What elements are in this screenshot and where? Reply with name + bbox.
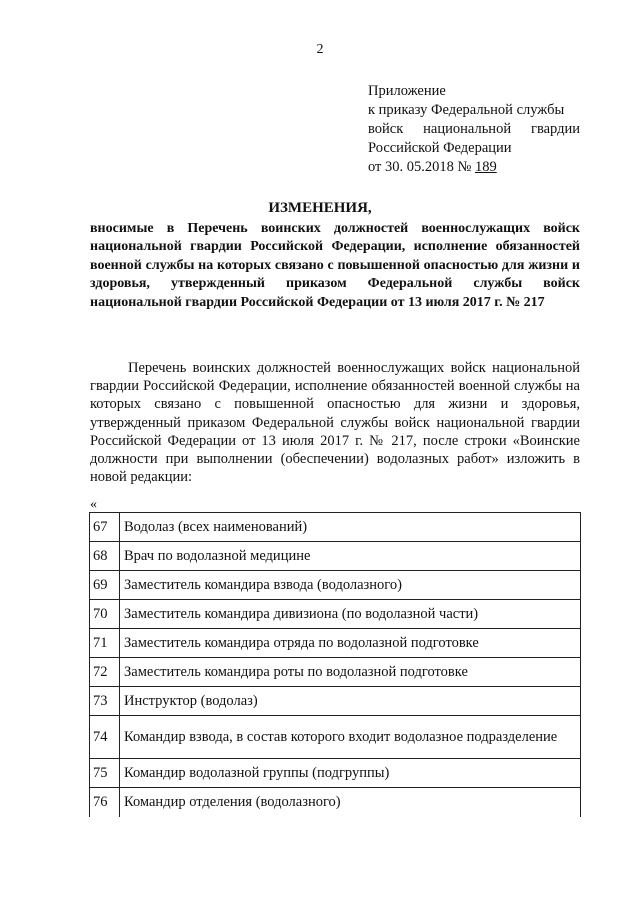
row-number: 75 [90,759,120,788]
positions-table [89,512,581,817]
body-paragraph: Перечень воинских должностей военнослужащих войск национальной гвардии Российской Федерации, исполнение обязанностей военной службы на которых связано с повышенной опасностью для жизни и здоровья, утвержденный приказом Федеральной службы войск национальной гвардии Российской Федерации от 13 июля 2017 г. № 217, после строки «Воинские должности при выполнении (обеспечении) водолазных работ» изложить в новой редакции: [90,360,580,486]
opening-quote: « [90,497,97,512]
position-title: Водолаз (всех наименований) [120,513,581,542]
table-row [90,542,581,571]
position-title: Инструктор (водолаз) [120,687,581,716]
appendix-title: Приложение [368,83,446,99]
position-title: Заместитель командира отряда по водолазной подготовке [120,629,581,658]
row-number: 69 [90,571,120,600]
position-title: Командир водолазной группы (подгруппы) [120,759,581,788]
appendix-block [368,82,580,177]
table-row [90,571,581,600]
row-number: 67 [90,513,120,542]
page-number: 2 [316,42,324,57]
order-date-text: от 30. 05.2018 № [368,159,472,175]
row-number: 74 [90,716,120,759]
table-row [90,600,581,629]
order-number: 189 [474,159,497,175]
position-title: Командир отделения (водолазного) [120,788,581,817]
position-title: Заместитель командира роты по водолазной подготовке [120,658,581,687]
row-number: 72 [90,658,120,687]
table-row [90,687,581,716]
position-title: Заместитель командира взвода (водолазного) [120,571,581,600]
document-heading: ИЗМЕНЕНИЯ, [268,200,372,216]
row-number: 68 [90,542,120,571]
position-title: Командир взвода, в состав которого входит водолазное подразделение [120,716,581,759]
appendix-org-line: войск национальной гвардии [368,121,580,137]
table-row [90,788,581,817]
position-title: Заместитель командира дивизиона (по водолазной части) [120,600,581,629]
document-subheading: вносимые в Перечень воинских должностей военнослужащих войск национальной гвардии Российской Федерации, исполнение обязанностей военной службы на которых связано с повышенной опасностью для жизни и здоровья, утвержденный приказом Федеральной службы войск национальной гвардии Российской Федерации от 13 июля 2017 г. № 217 [90,221,580,310]
table-row [90,629,581,658]
row-number: 71 [90,629,120,658]
table-row [90,513,581,542]
appendix-order-date [368,158,580,177]
table-row [90,759,581,788]
position-title: Врач по водолазной медицине [120,542,581,571]
appendix-country: Российской Федерации [368,140,512,156]
appendix-order-ref: к приказу Федеральной службы [368,102,565,118]
row-number: 70 [90,600,120,629]
row-number: 73 [90,687,120,716]
table-row [90,716,581,759]
row-number: 76 [90,788,120,817]
table-row [90,658,581,687]
